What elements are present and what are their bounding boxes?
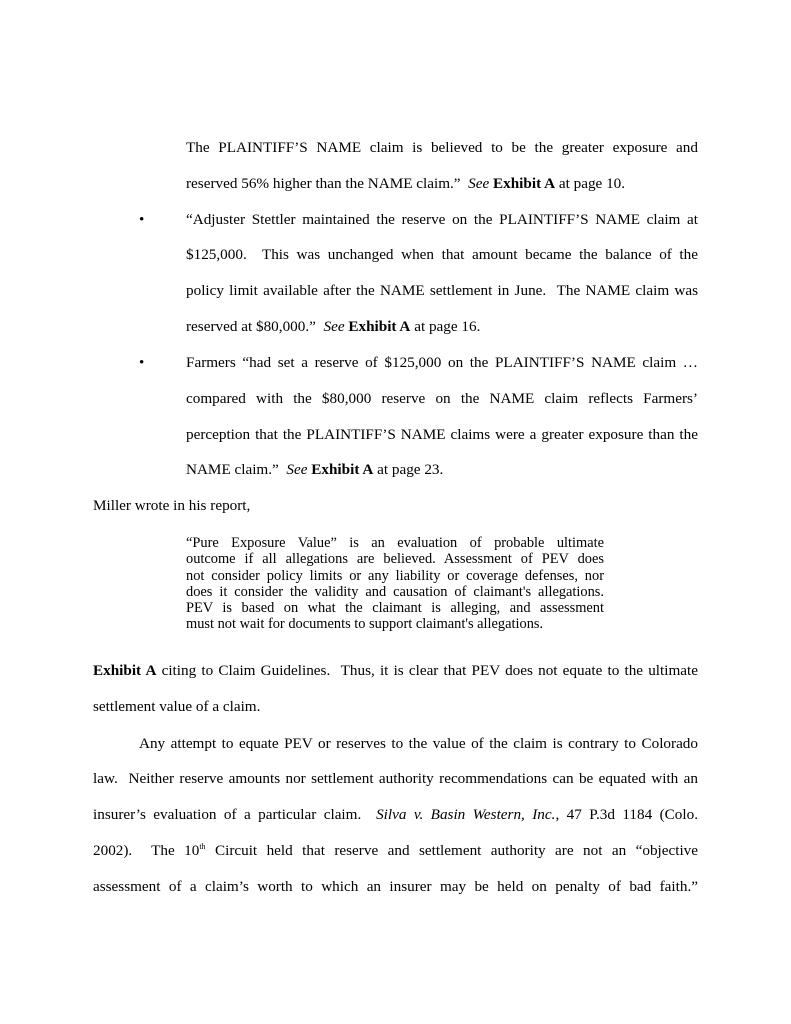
bullet-3-line-2: compared with the $80,000 reserve on the NAME claim reflects Farmers’ [186, 390, 698, 407]
para-2-line-5: assessment of a claim’s worth to which an insurer may be held on penalty of bad faith.” [93, 878, 698, 895]
bullet-1-line-2: reserved 56% higher than the NAME claim.” See Exhibit A at page 10. [186, 175, 626, 192]
quote-line-5: PEV is based on what the claimant is alleging, and assessment [186, 600, 604, 616]
intro-sentence: Miller wrote in his report, [93, 497, 251, 514]
bullet-marker: • [139, 354, 145, 371]
exhibit-ref: Exhibit A [348, 318, 411, 335]
quote-line-4: does it consider the validity and causation of claimant's allegations. [186, 584, 604, 600]
bullet-2-line-2: $125,000. This was unchanged when that amount became the balance of the [186, 246, 698, 263]
bullet-2-line-4: reserved at $80,000.” See Exhibit A at page 16. [186, 318, 481, 335]
see-signal: See [468, 175, 490, 192]
quote-line-2: outcome if all allegations are believed. Assessment of PEV does [186, 551, 604, 567]
exhibit-ref: Exhibit A [93, 662, 157, 679]
para-2-line-3: insurer’s evaluation of a particular claim. Silva v. Basin Western, Inc., 47 P.3d 1184 (Colo. [93, 806, 698, 823]
bullet-3-line-3: perception that the PLAINTIFF’S NAME claims were a greater exposure than the [186, 426, 698, 443]
bullet-1-line-1: The PLAINTIFF’S NAME claim is believed to be the greater exposure and [186, 139, 698, 156]
para-2-line-4: 2002). The 10th Circuit held that reserve and settlement authority are not an “objective [93, 842, 699, 859]
quote-line-6: must not wait for documents to support claimant's allegations. [186, 616, 544, 632]
para-1-line-2: settlement value of a claim. [93, 698, 261, 715]
quote-line-1: “Pure Exposure Value” is an evaluation of probable ultimate [186, 535, 604, 551]
quote-line-3: not consider policy limits or any liability or coverage defenses, nor [186, 568, 604, 584]
exhibit-ref: Exhibit A [311, 461, 374, 478]
para-2-line-2: law. Neither reserve amounts nor settlement authority recommendations can be equated with an [93, 770, 698, 787]
bullet-3-line-4: NAME claim.” See Exhibit A at page 23. [186, 461, 444, 478]
para-2-line-1: Any attempt to equate PEV or reserves to the value of the claim is contrary to Colorado [139, 735, 698, 752]
bullet-2-line-1: “Adjuster Stettler maintained the reserve on the PLAINTIFF’S NAME claim at [186, 211, 698, 228]
exhibit-ref: Exhibit A [493, 175, 556, 192]
case-citation: Silva v. Basin Western, Inc. [376, 806, 556, 823]
bullet-marker: • [139, 211, 145, 228]
bullet-2-line-3: policy limit available after the NAME settlement in June. The NAME claim was [186, 282, 698, 299]
para-1-line-1: Exhibit A citing to Claim Guidelines. Thus, it is clear that PEV does not equate to the ultimate [93, 662, 698, 679]
see-signal: See [323, 318, 345, 335]
bullet-3-line-1: Farmers “had set a reserve of $125,000 on the PLAINTIFF’S NAME claim … [186, 354, 698, 371]
see-signal: See [286, 461, 308, 478]
ordinal-superscript: th [199, 842, 206, 851]
